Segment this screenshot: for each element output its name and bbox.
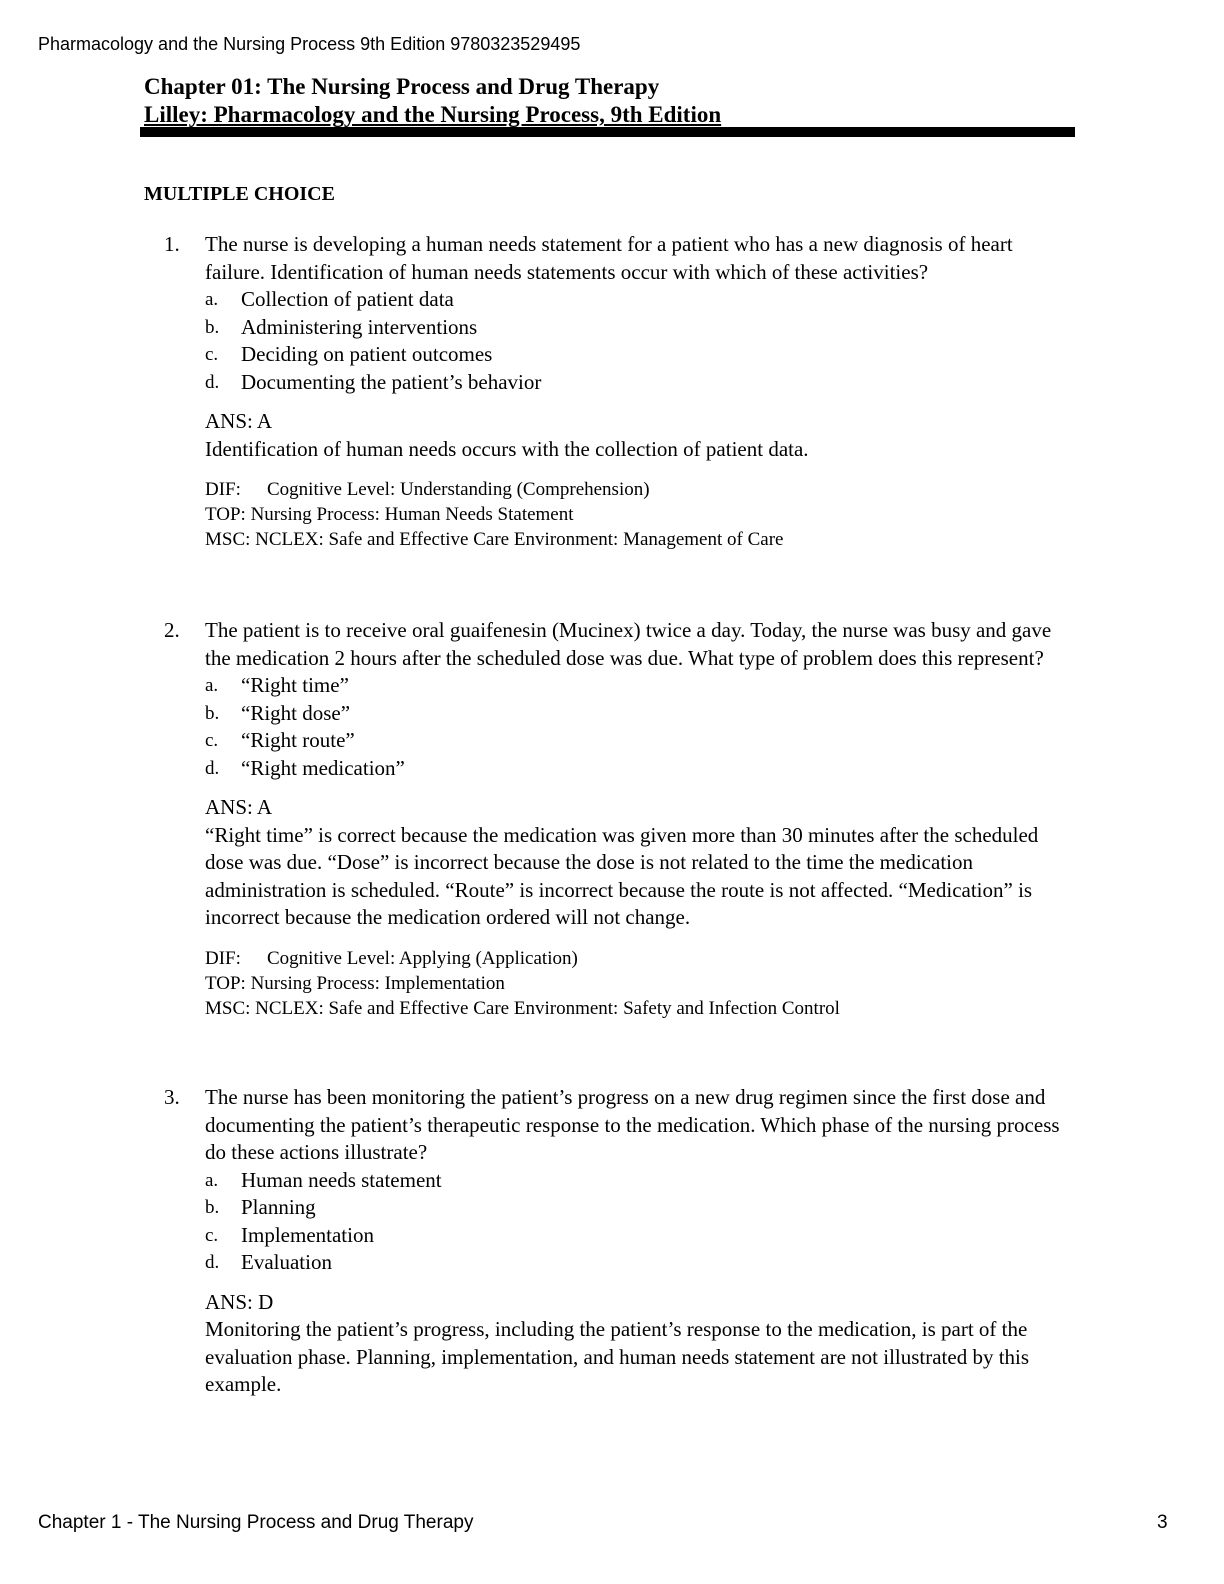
- option-text: Planning: [241, 1195, 316, 1219]
- rationale: “Right time” is correct because the medication was given more than 30 minutes after the scheduled dose was due. “Dose” is incorrect because the dose is not related to the time the medication administration is scheduled. “Route” is incorrect because the route is not affected. “Medication” is incorrect because the medication ordered will not change.: [205, 822, 1039, 929]
- option-a: [205, 1167, 1074, 1195]
- running-header: Pharmacology and the Nursing Process 9th Edition 9780323529495: [38, 34, 581, 54]
- question-metadata: [205, 477, 1074, 552]
- option-text: Collection of patient data: [241, 287, 454, 311]
- dif-label: DIF:: [205, 947, 241, 969]
- option-d: [205, 369, 1074, 397]
- dif-text: Cognitive Level: Understanding (Comprehension): [267, 479, 650, 500]
- option-letter: d.: [205, 757, 220, 779]
- difficulty-line: [205, 946, 1074, 971]
- option-b: [205, 1194, 1074, 1222]
- option-text: Documenting the patient’s behavior: [241, 369, 542, 394]
- option-text: Human needs statement: [241, 1167, 442, 1192]
- section-title: MULTIPLE CHOICE: [144, 183, 335, 205]
- answer-key: ANS: A: [205, 409, 273, 433]
- rationale: Monitoring the patient’s progress, including the patient’s response to the medication, is part of the evaluation phase. Planning, implementation, and human needs statement are not illustrated by this example.: [205, 1317, 1030, 1396]
- option-text: “Right medication”: [241, 755, 405, 780]
- question-metadata: [205, 946, 1074, 1021]
- heading-rule: [140, 127, 1075, 137]
- chapter-title: Chapter 01: The Nursing Process and Drug Therapy: [144, 74, 660, 99]
- question-number: 2.: [164, 618, 180, 642]
- question-number: 1.: [164, 232, 180, 256]
- option-text: Evaluation: [241, 1250, 332, 1274]
- option-c: [205, 1222, 1074, 1250]
- option-letter: d.: [205, 371, 220, 393]
- question-stem: The patient is to receive oral guaifenesin (Mucinex) twice a day. Today, the nurse was busy and gave the medication 2 hours after the scheduled dose was due. What type of problem does this represent?: [205, 618, 1052, 670]
- rationale: Identification of human needs occurs with the collection of patient data.: [205, 436, 809, 461]
- option-a: [205, 286, 1074, 314]
- option-d: [205, 755, 1074, 783]
- option-letter: c.: [205, 1224, 219, 1246]
- option-c: [205, 727, 1074, 755]
- option-letter: c.: [205, 344, 219, 365]
- difficulty-line: [205, 477, 1074, 502]
- footer-chapter-label: Chapter 1 - The Nursing Process and Drug Therapy: [38, 1512, 474, 1533]
- option-letter: b.: [205, 316, 220, 338]
- page-number: 3: [1157, 1512, 1168, 1533]
- dif-text: Cognitive Level: Applying (Application): [267, 947, 578, 969]
- option-text: “Right route”: [241, 728, 355, 752]
- option-b: [205, 314, 1074, 342]
- dif-label: DIF:: [205, 479, 241, 500]
- option-text: “Right time”: [241, 673, 349, 697]
- question-number: 3.: [164, 1085, 180, 1109]
- option-letter: a.: [205, 675, 219, 696]
- question-2: [164, 617, 1074, 1021]
- option-letter: a.: [205, 289, 219, 310]
- option-d: [205, 1249, 1074, 1277]
- msc-line: MSC: NCLEX: Safe and Effective Care Environment: Management of Care: [205, 529, 784, 550]
- option-text: Administering interventions: [241, 314, 478, 339]
- option-b: [205, 700, 1074, 728]
- option-letter: c.: [205, 730, 219, 751]
- question-stem: The nurse has been monitoring the patient’s progress on a new drug regimen since the first dose and documenting the patient’s therapeutic response to the medication. Which phase of the nursing process do these actions illustrate?: [205, 1085, 1060, 1164]
- question-1: [164, 231, 1074, 552]
- option-c: [205, 341, 1074, 369]
- book-subtitle: Lilley: Pharmacology and the Nursing Process, 9th Edition: [144, 102, 722, 127]
- question-3: [164, 1084, 1074, 1399]
- option-text: “Right dose”: [241, 700, 351, 725]
- option-a: [205, 672, 1074, 700]
- option-letter: b.: [205, 1197, 220, 1218]
- question-stem: The nurse is developing a human needs statement for a patient who has a new diagnosis of heart failure. Identification of human needs statements occur with which of these activities?: [205, 232, 1013, 284]
- answer-key: ANS: A: [205, 795, 273, 819]
- option-letter: d.: [205, 1252, 220, 1273]
- option-text: Deciding on patient outcomes: [241, 342, 493, 366]
- topic-line: TOP: Nursing Process: Implementation: [205, 972, 505, 994]
- option-letter: a.: [205, 1169, 219, 1191]
- option-letter: b.: [205, 702, 220, 724]
- topic-line: TOP: Nursing Process: Human Needs Statement: [205, 504, 574, 525]
- msc-line: MSC: NCLEX: Safe and Effective Care Environment: Safety and Infection Control: [205, 997, 840, 1019]
- option-text: Implementation: [241, 1222, 374, 1247]
- answer-key: ANS: D: [205, 1289, 274, 1314]
- chapter-heading: [144, 73, 1074, 129]
